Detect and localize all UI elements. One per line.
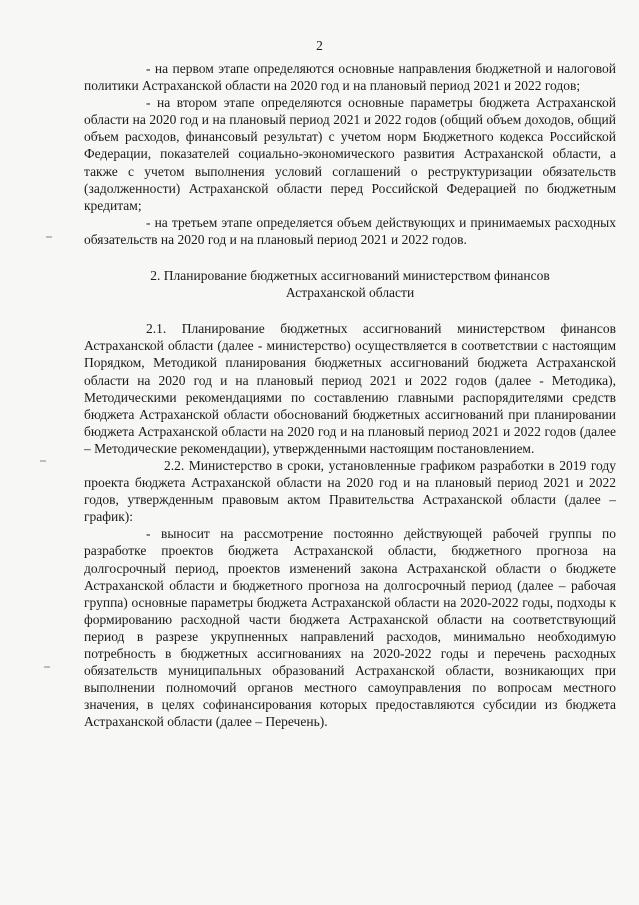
section-heading-line-2: Астраханской области <box>285 285 415 301</box>
scan-mark <box>40 460 46 462</box>
page-number: 2 <box>316 38 323 53</box>
section-heading <box>84 267 616 301</box>
paragraph-2-2-item: - выносит на рассмотрение постоянно действующей рабочей группы по разработке проектов бюджета Астраханской области, бюджетного прогноза на долгосрочный период, проектов изменений закона Астраханской области о бюджете Астраханской области и бюджетного прогноза на долгосрочный период (далее – рабочая группа) основные параметры бюджета Астраханской области на 2020-2022 годы, подходы к формированию расходной части бюджета Астраханской области на соответствующий период в разрезе укрупненных направлений расходов, минимально необходимую потребность в бюджетных ассигнованиях на 2020-2022 годы и перечень расходных обязательств муниципальных образований Астраханской области, возникающих при выполнении полномочий органов местного самоуправления по вопросам местного значения, в целях софинансирования которых предоставляются субсидии из бюджета Астраханской области (далее – Перечень). <box>84 526 616 730</box>
paragraph-2-2: 2.2. Министерство в сроки, установленные графиком разработки в 2019 году проекта бюджета Астраханской области на 2020 год и на плановый период 2021 и 2022 годов, утвержденным правовым актом Правительства Астраханской области (далее – график): <box>84 457 616 525</box>
section-heading-line-1: 2. Планирование бюджетных ассигнований министерством финансов <box>150 268 550 284</box>
scan-mark <box>44 666 50 668</box>
scan-mark <box>46 236 52 238</box>
paragraph-2-1: 2.1. Планирование бюджетных ассигнований министерством финансов Астраханской области (далее - министерство) осуществляется в соответствии с настоящим Порядком, Методикой планирования бюджетных ассигнований бюджета Астраханской области на 2020 год и на плановый период 2021 и 2022 годов (далее - Методика), Методическими рекомендациями по составлению главными распорядителями средств бюджета Астраханской области обоснований бюджетных ассигнований при планировании бюджета Астраханской области на 2020 год и на плановый период 2021 и 2022 годов (далее – Методические рекомендации), утвержденными настоящим постановлением. <box>84 321 616 456</box>
paragraph-stage-2: - на втором этапе определяются основные параметры бюджета Астраханской области на 2020 год и на плановый период 2021 и 2022 годов (общий объем доходов, общий объем расходов, финансовый результат) с учетом норм Бюджетного кодекса Российской Федерации, показателей социально-экономического развития Астраханской области, а также с учетом выполнения условий соглашений о реструктуризации обязательств (задолженности) Астраханской области перед Российской Федерацией по бюджетным кредитам; <box>84 95 616 213</box>
document-body <box>84 60 616 730</box>
paragraph-stage-3: - на третьем этапе определяется объем действующих и принимаемых расходных обязательств на 2020 год и на плановый период 2021 и 2022 годов. <box>84 214 616 247</box>
paragraph-stage-1: - на первом этапе определяются основные направления бюджетной и налоговой политики Астраханской области на 2020 год и на плановый период 2021 и 2022 годов; <box>84 61 616 94</box>
